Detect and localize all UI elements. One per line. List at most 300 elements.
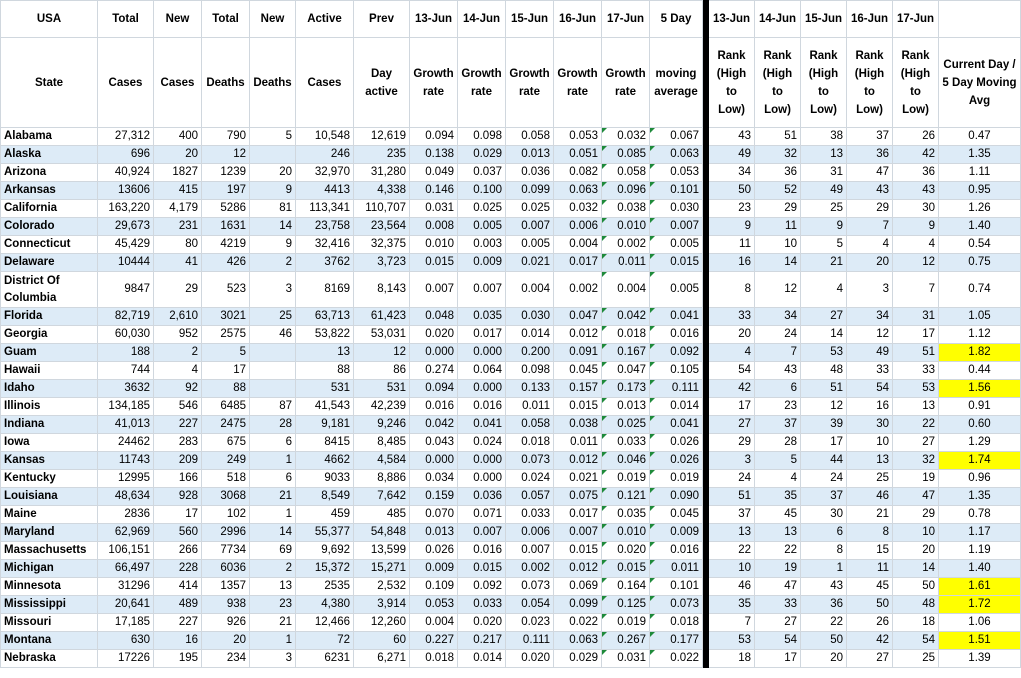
cell-total-deaths: 426 [202, 254, 250, 272]
cell-prev: 8,143 [354, 272, 410, 308]
cell-prev: 12,260 [354, 614, 410, 632]
cell-g17: 0.047 [602, 362, 650, 380]
cell-r16: 26 [847, 614, 893, 632]
state-name: Georgia [1, 326, 98, 344]
cell-r17: 18 [893, 614, 939, 632]
cell-r14: 19 [755, 560, 801, 578]
cell-total-deaths: 2475 [202, 416, 250, 434]
cell-prev: 13,599 [354, 542, 410, 560]
cell-g13: 0.094 [410, 380, 458, 398]
cell-g14: 0.015 [458, 560, 506, 578]
cell-r15: 9 [801, 218, 847, 236]
cell-total-cases: 66,497 [98, 560, 154, 578]
table-row [1, 578, 1021, 596]
cell-total-cases: 9847 [98, 272, 154, 308]
cell-r17: 33 [893, 362, 939, 380]
cell-new-cases: 546 [154, 398, 202, 416]
cell-r15: 14 [801, 326, 847, 344]
cell-prev: 54,848 [354, 524, 410, 542]
table-row [1, 182, 1021, 200]
cell-new-deaths: 25 [250, 308, 296, 326]
cell-r16: 4 [847, 236, 893, 254]
cell-ratio: 1.05 [939, 308, 1021, 326]
cell-r15: 12 [801, 398, 847, 416]
cell-new-cases: 400 [154, 128, 202, 146]
cell-g15: 0.011 [506, 398, 554, 416]
cell-r17: 26 [893, 128, 939, 146]
cell-new-cases: 16 [154, 632, 202, 650]
cell-r17: 19 [893, 470, 939, 488]
cell-g17: 0.164 [602, 578, 650, 596]
cell-g17: 0.096 [602, 182, 650, 200]
cell-r17: 4 [893, 236, 939, 254]
cell-g13: 0.008 [410, 218, 458, 236]
column-header: 17-Jun [893, 1, 939, 38]
cell-total-deaths: 938 [202, 596, 250, 614]
cell-active: 9,692 [296, 542, 354, 560]
cell-active: 2535 [296, 578, 354, 596]
cell-mavg: 0.073 [650, 596, 703, 614]
cell-g17: 0.010 [602, 524, 650, 542]
cell-r13: 24 [709, 470, 755, 488]
cell-ratio: 0.95 [939, 182, 1021, 200]
cell-g15: 0.073 [506, 578, 554, 596]
cell-r13: 54 [709, 362, 755, 380]
cell-r14: 52 [755, 182, 801, 200]
state-name: Arkansas [1, 182, 98, 200]
cell-total-cases: 630 [98, 632, 154, 650]
cell-prev: 86 [354, 362, 410, 380]
cell-new-cases: 1827 [154, 164, 202, 182]
column-header: Day active [354, 38, 410, 128]
cell-g13: 0.159 [410, 488, 458, 506]
cell-mavg: 0.030 [650, 200, 703, 218]
cell-g14: 0.024 [458, 434, 506, 452]
cell-ratio: 1.11 [939, 164, 1021, 182]
cell-g15: 0.014 [506, 326, 554, 344]
cell-g15: 0.098 [506, 362, 554, 380]
cell-total-cases: 3632 [98, 380, 154, 398]
cell-ratio: 1.61 [939, 578, 1021, 596]
column-header: 17-Jun [602, 1, 650, 38]
cell-active: 3762 [296, 254, 354, 272]
cell-new-deaths: 5 [250, 128, 296, 146]
cell-r13: 13 [709, 524, 755, 542]
state-name: Iowa [1, 434, 98, 452]
cell-r17: 27 [893, 434, 939, 452]
column-header: moving average [650, 38, 703, 128]
cell-g13: 0.274 [410, 362, 458, 380]
column-header: 13-Jun [709, 1, 755, 38]
column-header: Cases [98, 38, 154, 128]
cell-r14: 13 [755, 524, 801, 542]
state-name: Colorado [1, 218, 98, 236]
state-name: Arizona [1, 164, 98, 182]
cell-r17: 7 [893, 272, 939, 308]
state-name: Minnesota [1, 578, 98, 596]
column-header: Growth rate [602, 38, 650, 128]
table-row [1, 146, 1021, 164]
cell-r17: 31 [893, 308, 939, 326]
cell-total-deaths: 102 [202, 506, 250, 524]
cell-active: 8169 [296, 272, 354, 308]
cell-new-deaths: 21 [250, 488, 296, 506]
cell-r14: 34 [755, 308, 801, 326]
cell-g14: 0.100 [458, 182, 506, 200]
cell-r13: 23 [709, 200, 755, 218]
cell-g16: 0.053 [554, 128, 602, 146]
cell-g13: 0.049 [410, 164, 458, 182]
cell-g16: 0.045 [554, 362, 602, 380]
cell-g17: 0.038 [602, 200, 650, 218]
cell-r15: 8 [801, 542, 847, 560]
cell-r17: 12 [893, 254, 939, 272]
cell-g14: 0.000 [458, 452, 506, 470]
cell-mavg: 0.011 [650, 560, 703, 578]
cell-g13: 0.070 [410, 506, 458, 524]
state-name: Idaho [1, 380, 98, 398]
table-row [1, 128, 1021, 146]
column-header: 15-Jun [506, 1, 554, 38]
state-name: Florida [1, 308, 98, 326]
cell-g13: 0.034 [410, 470, 458, 488]
cell-r15: 43 [801, 578, 847, 596]
cell-new-deaths: 14 [250, 218, 296, 236]
cell-mavg: 0.019 [650, 470, 703, 488]
cell-r17: 29 [893, 506, 939, 524]
cell-g17: 0.011 [602, 254, 650, 272]
cell-r15: 24 [801, 470, 847, 488]
cell-r14: 33 [755, 596, 801, 614]
column-header: 13-Jun [410, 1, 458, 38]
cell-r13: 42 [709, 380, 755, 398]
cell-active: 531 [296, 380, 354, 398]
cell-r14: 27 [755, 614, 801, 632]
cell-ratio: 1.35 [939, 488, 1021, 506]
cell-active: 88 [296, 362, 354, 380]
column-header: Deaths [250, 38, 296, 128]
cell-ratio: 0.96 [939, 470, 1021, 488]
column-header: 15-Jun [801, 1, 847, 38]
cell-new-deaths: 6 [250, 434, 296, 452]
column-header: Rank (High to Low) [893, 38, 939, 128]
cell-r15: 25 [801, 200, 847, 218]
cell-g13: 0.009 [410, 560, 458, 578]
cell-total-cases: 696 [98, 146, 154, 164]
cell-total-cases: 41,013 [98, 416, 154, 434]
cell-mavg: 0.090 [650, 488, 703, 506]
cell-r16: 7 [847, 218, 893, 236]
cell-active: 4413 [296, 182, 354, 200]
cell-r17: 14 [893, 560, 939, 578]
cell-r15: 27 [801, 308, 847, 326]
cell-g15: 0.030 [506, 308, 554, 326]
cell-g16: 0.017 [554, 254, 602, 272]
cell-g17: 0.046 [602, 452, 650, 470]
cell-active: 53,822 [296, 326, 354, 344]
cell-r15: 44 [801, 452, 847, 470]
cell-new-deaths [250, 362, 296, 380]
cell-r13: 17 [709, 398, 755, 416]
cell-total-deaths: 20 [202, 632, 250, 650]
cell-new-cases: 2,610 [154, 308, 202, 326]
cell-g13: 0.026 [410, 542, 458, 560]
cell-g14: 0.036 [458, 488, 506, 506]
cell-total-deaths: 675 [202, 434, 250, 452]
cell-g14: 0.020 [458, 614, 506, 632]
cell-total-cases: 62,969 [98, 524, 154, 542]
cell-r17: 50 [893, 578, 939, 596]
column-header: Rank (High to Low) [755, 38, 801, 128]
cell-r13: 18 [709, 650, 755, 668]
cell-new-deaths: 3 [250, 272, 296, 308]
cell-active: 8415 [296, 434, 354, 452]
cell-new-deaths: 3 [250, 650, 296, 668]
cell-g13: 0.146 [410, 182, 458, 200]
state-name: California [1, 200, 98, 218]
cell-g13: 0.031 [410, 200, 458, 218]
cell-prev: 110,707 [354, 200, 410, 218]
cell-g15: 0.073 [506, 452, 554, 470]
table-row [1, 200, 1021, 218]
cell-g16: 0.157 [554, 380, 602, 398]
cell-total-cases: 163,220 [98, 200, 154, 218]
cell-total-deaths: 17 [202, 362, 250, 380]
table-row [1, 470, 1021, 488]
cell-r14: 12 [755, 272, 801, 308]
cell-r13: 37 [709, 506, 755, 524]
cell-g16: 0.021 [554, 470, 602, 488]
cell-r14: 51 [755, 128, 801, 146]
cell-r13: 53 [709, 632, 755, 650]
cell-g14: 0.217 [458, 632, 506, 650]
cell-g17: 0.019 [602, 614, 650, 632]
column-header: Current Day / 5 Day Moving Avg [939, 38, 1021, 128]
cell-r16: 37 [847, 128, 893, 146]
cell-g15: 0.002 [506, 560, 554, 578]
cell-mavg: 0.026 [650, 452, 703, 470]
cell-r14: 36 [755, 164, 801, 182]
cell-g15: 0.021 [506, 254, 554, 272]
cell-new-cases: 266 [154, 542, 202, 560]
cell-g16: 0.015 [554, 542, 602, 560]
cell-g16: 0.029 [554, 650, 602, 668]
cell-r16: 45 [847, 578, 893, 596]
cell-r16: 11 [847, 560, 893, 578]
cell-r17: 30 [893, 200, 939, 218]
cell-r17: 13 [893, 398, 939, 416]
cell-prev: 8,485 [354, 434, 410, 452]
cell-r17: 17 [893, 326, 939, 344]
cell-prev: 42,239 [354, 398, 410, 416]
cell-mavg: 0.007 [650, 218, 703, 236]
cell-r14: 4 [755, 470, 801, 488]
cell-g13: 0.048 [410, 308, 458, 326]
cell-g16: 0.015 [554, 398, 602, 416]
cell-new-cases: 29 [154, 272, 202, 308]
cell-r16: 27 [847, 650, 893, 668]
cell-g15: 0.058 [506, 416, 554, 434]
cell-g14: 0.037 [458, 164, 506, 182]
cell-ratio: 1.40 [939, 560, 1021, 578]
column-header: 5 Day [650, 1, 703, 38]
cell-total-deaths: 88 [202, 380, 250, 398]
cell-r14: 54 [755, 632, 801, 650]
cell-g16: 0.063 [554, 182, 602, 200]
cell-r15: 5 [801, 236, 847, 254]
state-name: Alabama [1, 128, 98, 146]
table-row [1, 344, 1021, 362]
cell-new-deaths: 9 [250, 182, 296, 200]
cell-ratio: 1.35 [939, 146, 1021, 164]
cell-new-deaths: 1 [250, 632, 296, 650]
cell-new-deaths: 87 [250, 398, 296, 416]
cell-r14: 6 [755, 380, 801, 398]
cell-ratio: 1.40 [939, 218, 1021, 236]
cell-g14: 0.033 [458, 596, 506, 614]
cell-mavg: 0.018 [650, 614, 703, 632]
cell-r13: 43 [709, 128, 755, 146]
table-row [1, 362, 1021, 380]
column-header: 16-Jun [554, 1, 602, 38]
cell-new-cases: 227 [154, 416, 202, 434]
cell-active: 12,466 [296, 614, 354, 632]
table-row [1, 650, 1021, 668]
cell-r13: 7 [709, 614, 755, 632]
cell-g13: 0.094 [410, 128, 458, 146]
cell-r16: 34 [847, 308, 893, 326]
cell-r14: 24 [755, 326, 801, 344]
cell-g13: 0.109 [410, 578, 458, 596]
cell-total-cases: 744 [98, 362, 154, 380]
cell-new-deaths: 14 [250, 524, 296, 542]
cell-g15: 0.005 [506, 236, 554, 254]
cell-total-cases: 20,641 [98, 596, 154, 614]
cell-g13: 0.018 [410, 650, 458, 668]
cell-prev: 15,271 [354, 560, 410, 578]
cell-g13: 0.227 [410, 632, 458, 650]
cell-r13: 22 [709, 542, 755, 560]
cell-new-cases: 80 [154, 236, 202, 254]
state-name: Montana [1, 632, 98, 650]
state-name: Nebraska [1, 650, 98, 668]
cell-r13: 29 [709, 434, 755, 452]
state-name: Maine [1, 506, 98, 524]
cell-new-cases: 231 [154, 218, 202, 236]
state-name: Guam [1, 344, 98, 362]
cell-mavg: 0.041 [650, 416, 703, 434]
cell-prev: 4,584 [354, 452, 410, 470]
cell-new-deaths [250, 380, 296, 398]
cell-new-cases: 952 [154, 326, 202, 344]
cell-new-cases: 283 [154, 434, 202, 452]
cell-g16: 0.004 [554, 236, 602, 254]
cell-g15: 0.058 [506, 128, 554, 146]
cell-g13: 0.043 [410, 434, 458, 452]
cell-prev: 4,338 [354, 182, 410, 200]
cell-g16: 0.091 [554, 344, 602, 362]
cell-mavg: 0.045 [650, 506, 703, 524]
cell-ratio: 1.29 [939, 434, 1021, 452]
cell-g17: 0.019 [602, 470, 650, 488]
cell-total-deaths: 790 [202, 128, 250, 146]
cell-total-cases: 10444 [98, 254, 154, 272]
cell-mavg: 0.067 [650, 128, 703, 146]
cell-g15: 0.007 [506, 542, 554, 560]
cell-total-deaths: 12 [202, 146, 250, 164]
cell-g14: 0.071 [458, 506, 506, 524]
cell-g16: 0.017 [554, 506, 602, 524]
cell-g14: 0.009 [458, 254, 506, 272]
cell-prev: 7,642 [354, 488, 410, 506]
cell-r14: 47 [755, 578, 801, 596]
cell-g15: 0.013 [506, 146, 554, 164]
table-row [1, 308, 1021, 326]
cell-r13: 16 [709, 254, 755, 272]
column-header: USA [1, 1, 98, 38]
table-row [1, 398, 1021, 416]
table-row [1, 452, 1021, 470]
cell-g14: 0.016 [458, 398, 506, 416]
cell-g16: 0.038 [554, 416, 602, 434]
table-row [1, 632, 1021, 650]
cell-r14: 45 [755, 506, 801, 524]
cell-prev: 485 [354, 506, 410, 524]
cell-g14: 0.016 [458, 542, 506, 560]
state-name: Kentucky [1, 470, 98, 488]
cell-r13: 20 [709, 326, 755, 344]
cell-g15: 0.004 [506, 272, 554, 308]
table-row [1, 434, 1021, 452]
column-header: Active [296, 1, 354, 38]
cell-prev: 61,423 [354, 308, 410, 326]
cell-r17: 42 [893, 146, 939, 164]
cell-total-deaths: 1239 [202, 164, 250, 182]
cell-mavg: 0.063 [650, 146, 703, 164]
cell-mavg: 0.101 [650, 182, 703, 200]
table-row [1, 596, 1021, 614]
cell-g13: 0.013 [410, 524, 458, 542]
cell-new-cases: 209 [154, 452, 202, 470]
cell-g15: 0.054 [506, 596, 554, 614]
cell-new-cases: 41 [154, 254, 202, 272]
cell-r15: 13 [801, 146, 847, 164]
column-header: Rank (High to Low) [709, 38, 755, 128]
cell-r14: 7 [755, 344, 801, 362]
cell-r13: 8 [709, 272, 755, 308]
cell-g15: 0.006 [506, 524, 554, 542]
cell-total-deaths: 3068 [202, 488, 250, 506]
cell-g15: 0.111 [506, 632, 554, 650]
cell-new-deaths: 81 [250, 200, 296, 218]
cell-r13: 3 [709, 452, 755, 470]
table-row [1, 542, 1021, 560]
cell-g13: 0.015 [410, 254, 458, 272]
cell-active: 6231 [296, 650, 354, 668]
cell-g14: 0.092 [458, 578, 506, 596]
cell-r16: 3 [847, 272, 893, 308]
cell-g17: 0.167 [602, 344, 650, 362]
cell-r17: 10 [893, 524, 939, 542]
cell-mavg: 0.009 [650, 524, 703, 542]
cell-r17: 25 [893, 650, 939, 668]
cell-g15: 0.025 [506, 200, 554, 218]
cell-g16: 0.006 [554, 218, 602, 236]
cell-r14: 5 [755, 452, 801, 470]
cell-total-deaths: 1631 [202, 218, 250, 236]
column-header: 16-Jun [847, 1, 893, 38]
cell-new-deaths: 46 [250, 326, 296, 344]
